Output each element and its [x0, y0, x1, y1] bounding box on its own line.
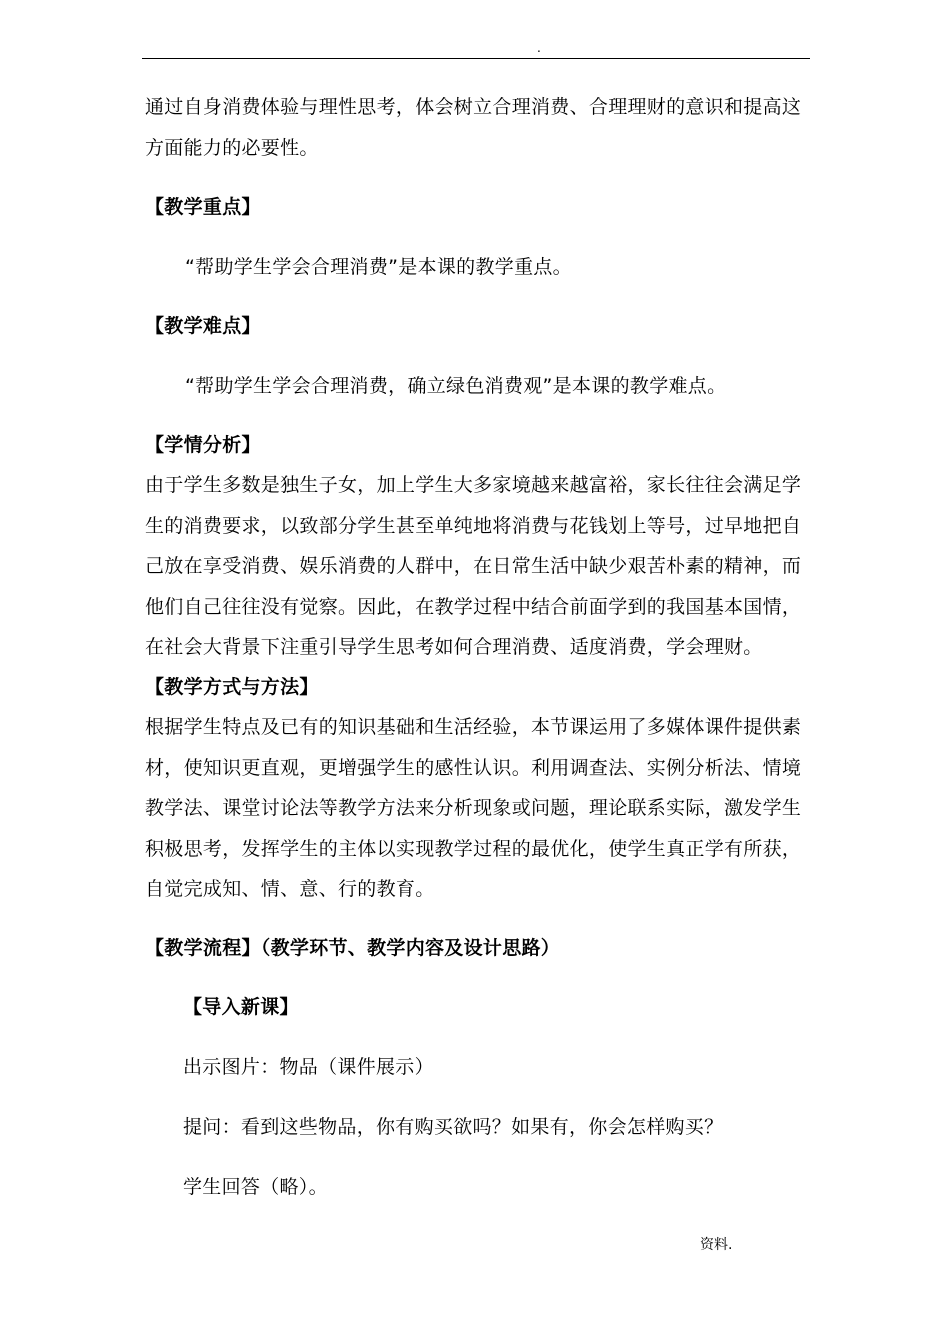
text-line: 教学法、课堂讨论法等教学方法来分析现象或问题，理论联系实际，激发学生 — [145, 797, 802, 819]
difficulty-heading: 【教学难点】 — [145, 315, 261, 337]
text-line: 生的消费要求，以致部分学生甚至单纯地将消费与花钱划上等号，过早地把自 — [145, 514, 802, 537]
student-analysis-heading: 【学情分析】 — [145, 434, 261, 456]
text-line: 由于学生多数是独生子女，加上学生大多家境越来越富裕，家长往往会满足学 — [145, 474, 802, 496]
text-line: 自觉完成知、情、意、行的教育。 — [145, 878, 435, 900]
student-analysis-paragraph — [145, 465, 813, 668]
key-point-text: “帮助学生学会合理消费”是本课的教学重点。 — [185, 256, 572, 278]
key-point-heading: 【教学重点】 — [145, 196, 261, 218]
difficulty-text: “帮助学生学会合理消费，确立绿色消费观”是本课的教学难点。 — [185, 375, 727, 397]
footer-label: 资料. — [700, 1237, 733, 1253]
flow-heading: 【教学流程】（教学环节、教学内容及设计思路） — [145, 937, 561, 959]
methods-paragraph — [145, 707, 813, 910]
text-line: 己放在享受消费、娱乐消费的人群中，在日常生活中缺少艰苦朴素的精神，而 — [145, 555, 802, 577]
text-line: 他们自己往往没有觉察。因此，在教学过程中结合前面学到的我国基本国情， — [145, 595, 802, 618]
objective-paragraph — [145, 87, 813, 168]
text-line: 积极思考，发挥学生的主体以实现教学过程的最优化，使学生真正学有所获， — [145, 837, 802, 860]
intro-heading: 【导入新课】 — [183, 996, 299, 1018]
text-line: 根据学生特点及已有的知识基础和生活经验，本节课运用了多媒体课件提供素 — [145, 716, 802, 738]
show-pictures-text: 出示图片：物品（课件展示） — [183, 1056, 434, 1078]
header-dot: . — [537, 41, 541, 55]
text-line: 在社会大背景下注重引导学生思考如何合理消费、适度消费，学会理财。 — [145, 636, 763, 658]
methods-heading: 【教学方式与方法】 — [145, 676, 319, 698]
text-line: 通过自身消费体验与理性思考，体会树立合理消费、合理理财的意识和提高这 — [145, 96, 802, 118]
header-rule — [142, 58, 810, 59]
text-line: 材，使知识更直观，更增强学生的感性认识。利用调查法、实例分析法、情境 — [145, 756, 802, 779]
question-text: 提问：看到这些物品，你有购买欲吗？如果有，你会怎样购买？ — [183, 1116, 724, 1138]
answer-text: 学生回答（略）。 — [183, 1176, 328, 1198]
text-line: 方面能力的必要性。 — [145, 136, 319, 159]
